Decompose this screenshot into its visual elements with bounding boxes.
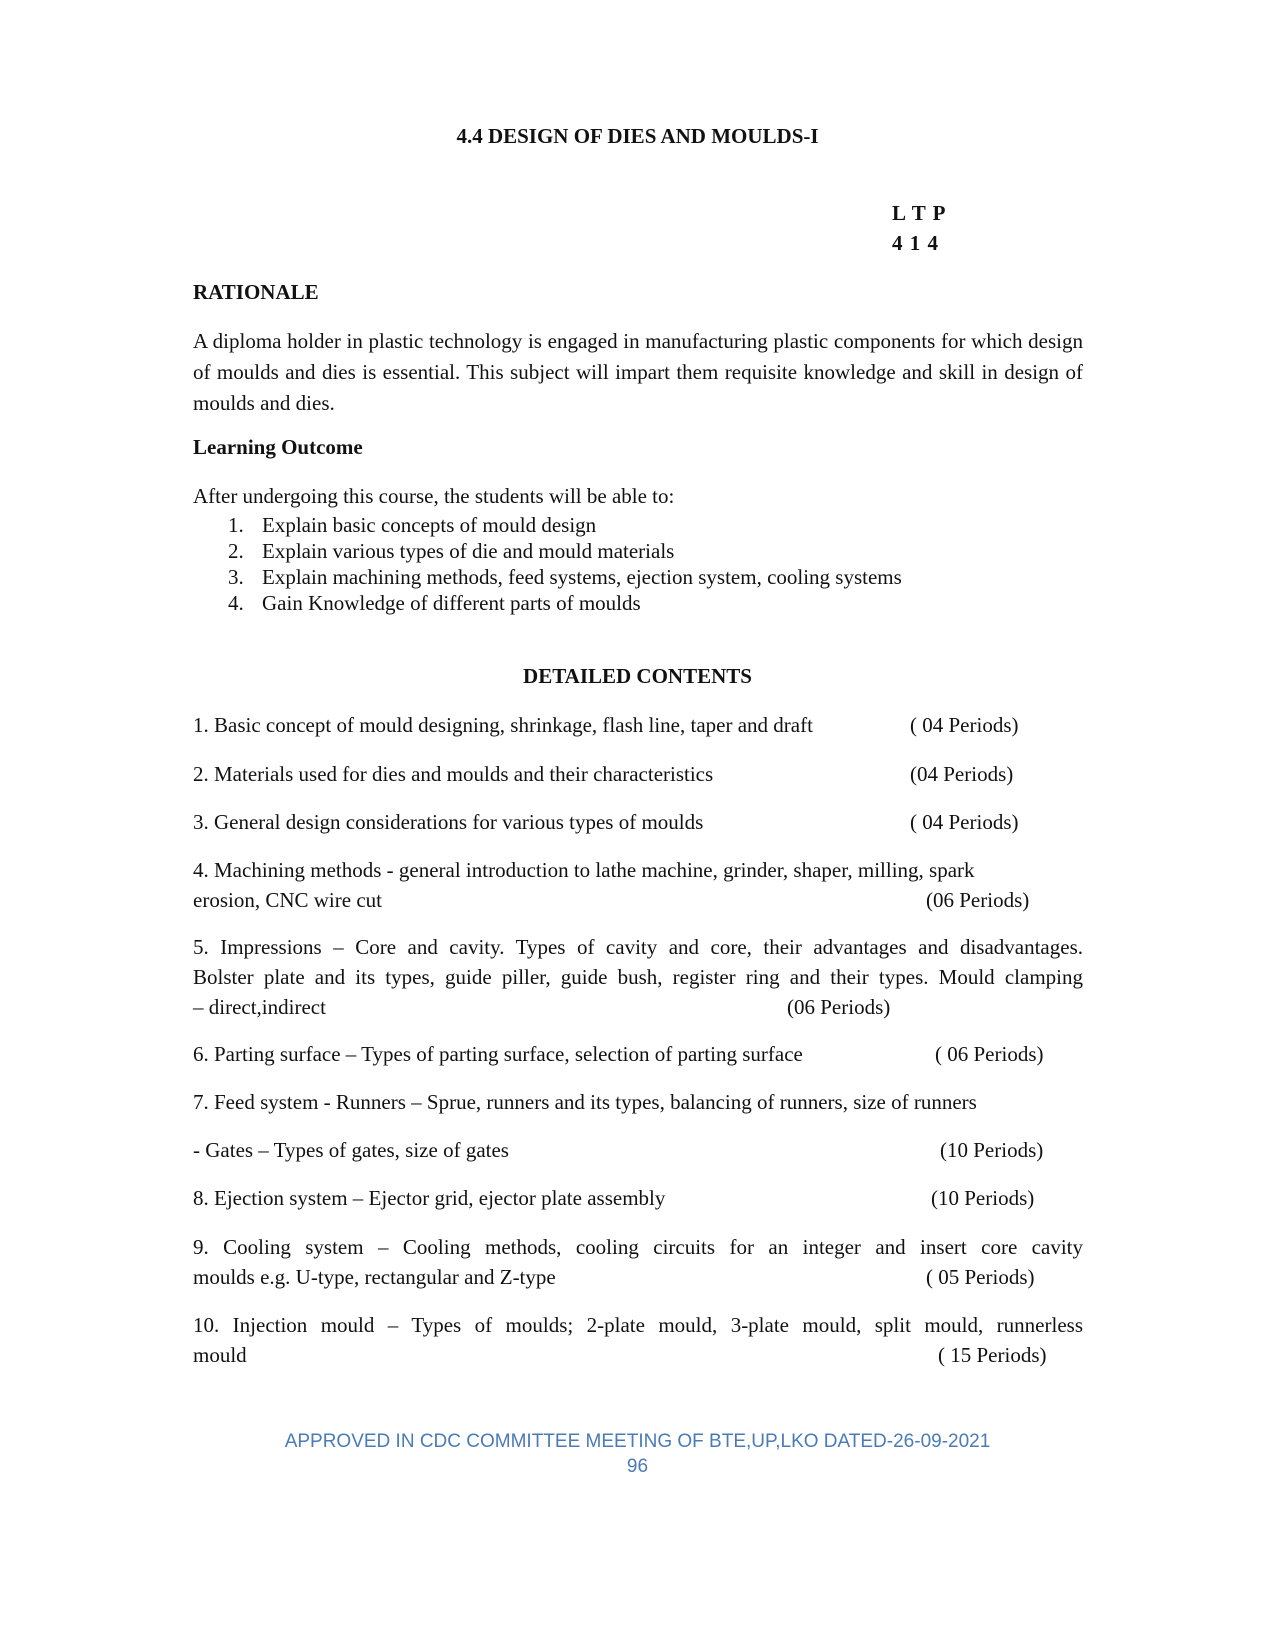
content-entry <box>193 807 1083 837</box>
content-entry <box>193 1087 1083 1117</box>
list-item <box>228 565 902 590</box>
content-entry <box>193 1310 1083 1370</box>
document-title: 4.4 DESIGN OF DIES AND MOULDS-I <box>456 124 819 148</box>
content-entry <box>193 1183 1083 1213</box>
content-entry-periods: (10 Periods) <box>940 1138 1044 1162</box>
content-entry-periods: (06 Periods) <box>787 995 891 1019</box>
content-entry-periods: ( 05 Periods) <box>926 1265 1035 1289</box>
content-entry-text: 1. Basic concept of mould designing, shrinkage, flash line, taper and draft <box>193 713 813 737</box>
content-entry-text: – direct,indirect <box>193 995 326 1019</box>
content-entry <box>193 855 1083 915</box>
list-item-text: Explain machining methods, feed systems, ejection system, cooling systems <box>262 565 902 589</box>
content-entry-periods: ( 06 Periods) <box>935 1042 1044 1066</box>
content-entry-text: 2. Materials used for dies and moulds and their characteristics <box>193 762 714 786</box>
content-entry-text: 7. Feed system - Runners – Sprue, runners and its types, balancing of runners, size of runners <box>193 1090 977 1114</box>
content-entry <box>193 1135 1083 1165</box>
list-item-text: Explain basic concepts of mould design <box>262 513 597 537</box>
content-entry-periods: (04 Periods) <box>910 762 1014 786</box>
content-entry-periods: ( 04 Periods) <box>910 713 1019 737</box>
content-entry-text: 8. Ejection system – Ejector grid, ejector plate assembly <box>193 1186 666 1210</box>
content-entry-periods: ( 04 Periods) <box>910 810 1019 834</box>
list-item-text: Gain Knowledge of different parts of moulds <box>262 591 641 615</box>
content-entry <box>193 932 1083 1022</box>
list-item-number: 4. <box>228 591 244 615</box>
content-entry-text: 6. Parting surface – Types of parting surface, selection of parting surface <box>193 1042 803 1066</box>
list-item <box>228 539 674 564</box>
content-entry-text: moulds e.g. U-type, rectangular and Z-type <box>193 1265 556 1289</box>
content-entry-text: 5. Impressions – Core and cavity. Types of cavity and core, their advantages and disadvantages. <box>193 935 1083 959</box>
rationale-heading: RATIONALE <box>193 280 319 304</box>
content-entry <box>193 759 1083 789</box>
content-entry-text: 4. Machining methods - general introduction to lathe machine, grinder, shaper, milling, spark <box>193 858 975 882</box>
content-entry-text: 9. Cooling system – Cooling methods, cooling circuits for an integer and insert core cavity <box>193 1235 1083 1259</box>
content-entry <box>193 1039 1083 1069</box>
content-entry-text: - Gates – Types of gates, size of gates <box>193 1138 509 1162</box>
content-entry-periods: ( 15 Periods) <box>938 1343 1047 1367</box>
list-item-number: 1. <box>228 513 244 537</box>
detailed-contents-heading: DETAILED CONTENTS <box>523 664 752 688</box>
content-entry-text: erosion, CNC wire cut <box>193 888 382 912</box>
content-entry-text: mould <box>193 1343 247 1367</box>
learning-outcome-intro: After undergoing this course, the students will be able to: <box>193 484 675 508</box>
ltp-header: L T P <box>892 201 947 225</box>
list-item <box>228 513 596 538</box>
content-entry-text: 3. General design considerations for various types of moulds <box>193 810 704 834</box>
content-entry <box>193 1232 1083 1292</box>
content-entry-text: 10. Injection mould – Types of moulds; 2-plate mould, 3-plate mould, split mould, runnerless <box>193 1313 1083 1337</box>
ltp-values: 4 1 4 <box>892 231 939 255</box>
page-number: 96 <box>626 1456 649 1477</box>
list-item-number: 3. <box>228 565 244 589</box>
rationale-text: A diploma holder in plastic technology is engaged in manufacturing plastic components for which design of moulds and dies is essential. This subject will impart them requisite knowledge and skill in design of moulds and dies. <box>193 329 1083 415</box>
content-entry-periods: (10 Periods) <box>931 1186 1035 1210</box>
learning-outcome-heading: Learning Outcome <box>193 435 363 459</box>
list-item-text: Explain various types of die and mould materials <box>262 539 675 563</box>
list-item-number: 2. <box>228 539 244 563</box>
list-item <box>228 591 641 616</box>
footer-approval: APPROVED IN CDC COMMITTEE MEETING OF BTE,UP,LKO DATED-26-09-2021 <box>284 1431 991 1452</box>
content-entry-periods: (06 Periods) <box>926 888 1030 912</box>
content-entry <box>193 710 1083 740</box>
content-entry-text: Bolster plate and its types, guide piller, guide bush, register ring and their types. Mould clamping <box>193 965 1083 989</box>
